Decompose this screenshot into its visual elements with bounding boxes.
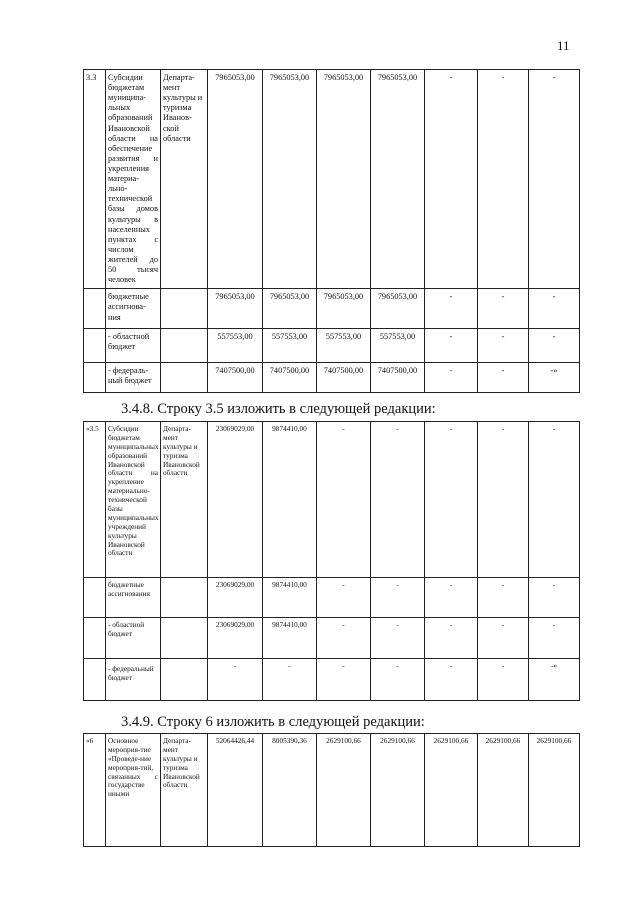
row-number: «3.5 xyxy=(84,422,106,578)
value-cell: - xyxy=(478,289,529,329)
value-cell: 23069029,00 xyxy=(208,578,263,618)
value-cell: - xyxy=(425,659,478,701)
section-heading-3-4-8: 3.4.8. Строку 3.5 изложить в следующей редакции: xyxy=(121,401,436,417)
value-cell: 2629100,66 xyxy=(478,734,529,847)
value-cell: - xyxy=(478,422,529,578)
value-cell: - xyxy=(478,659,529,701)
value-cell: - xyxy=(317,578,371,618)
value-cell: - xyxy=(425,329,478,363)
value-cell: - xyxy=(317,618,371,659)
value-cell: - xyxy=(317,422,371,578)
value-cell: 2629100,66 xyxy=(425,734,478,847)
row-number xyxy=(84,289,106,329)
program-table-row-6 xyxy=(83,733,580,847)
value-cell: - xyxy=(478,70,529,289)
value-cell: 7407500,00 xyxy=(317,363,371,393)
activity-name: бюджетные ассигнования xyxy=(106,578,161,618)
value-cell: - xyxy=(371,578,425,618)
activity-name: Субсидии бюджетам муниципальных образований Ивановской области на укрепление материально-технической базы муниципальных учреждений культуры Ивановской области xyxy=(106,422,161,578)
value-cell: - xyxy=(478,329,529,363)
value-cell: 557553,00 xyxy=(317,329,371,363)
value-cell: 7965053,00 xyxy=(371,289,425,329)
activity-name: Основное мероприя-тие «Проведе-ние мероприя-тий, связанных с государстве нными xyxy=(106,734,161,847)
value-cell: 7965053,00 xyxy=(317,70,371,289)
value-cell: - xyxy=(371,422,425,578)
table-row xyxy=(84,578,580,618)
value-cell: 9874410,00 xyxy=(263,578,317,618)
value-cell: - xyxy=(208,659,263,701)
value-cell: - xyxy=(478,618,529,659)
table-row xyxy=(84,289,580,329)
activity-name: Субсидии бюджетам муниципа-льных образований Ивановской области на обеспечение развития и укрепления материа-льно-технической базы домов культуры в населенных пунктах с числом жителей до 50 тысяч человек xyxy=(106,70,161,289)
value-cell: -» xyxy=(529,363,580,393)
value-cell: 7965053,00 xyxy=(208,70,263,289)
table-row xyxy=(84,363,580,393)
activity-name: бюджетные ассигнова-ния xyxy=(106,289,161,329)
value-cell: 557553,00 xyxy=(208,329,263,363)
value-cell: - xyxy=(478,578,529,618)
activity-name: - федераль-ный бюджет xyxy=(106,363,161,393)
value-cell: 7965053,00 xyxy=(263,70,317,289)
value-cell: - xyxy=(425,289,478,329)
value-cell: - xyxy=(425,70,478,289)
value-cell: - xyxy=(371,618,425,659)
row-number xyxy=(84,578,106,618)
row-number xyxy=(84,363,106,393)
section-heading-3-4-9: 3.4.9. Строку 6 изложить в следующей редакции: xyxy=(121,714,425,730)
table-row xyxy=(84,70,580,289)
value-cell: - xyxy=(371,659,425,701)
value-cell: - xyxy=(478,363,529,393)
value-cell: - xyxy=(529,422,580,578)
table-row xyxy=(84,329,580,363)
value-cell: 2629100,66 xyxy=(317,734,371,847)
value-cell: - xyxy=(263,659,317,701)
program-table-row-3-3 xyxy=(83,69,580,393)
value-cell: 23069029,00 xyxy=(208,618,263,659)
executor xyxy=(161,329,208,363)
value-cell: - xyxy=(529,329,580,363)
activity-name: - федеральный бюджет xyxy=(106,659,161,701)
row-number: 3.3 xyxy=(84,70,106,289)
value-cell: - xyxy=(425,363,478,393)
value-cell: - xyxy=(317,659,371,701)
value-cell: 7407500,00 xyxy=(371,363,425,393)
value-cell: 52064426,44 xyxy=(208,734,263,847)
row-number xyxy=(84,618,106,659)
activity-name: - областной бюджет xyxy=(106,618,161,659)
value-cell: 7965053,00 xyxy=(208,289,263,329)
table-row xyxy=(84,422,580,578)
executor xyxy=(161,659,208,701)
value-cell: 557553,00 xyxy=(263,329,317,363)
value-cell: -» xyxy=(529,659,580,701)
value-cell: 9874410,00 xyxy=(263,618,317,659)
value-cell: - xyxy=(529,70,580,289)
executor: Департа-мент культуры и туризма Ивановской области xyxy=(161,734,208,847)
executor: Департа-мент культуры и туризма Ивановской области xyxy=(161,422,208,578)
value-cell: 9874410,00 xyxy=(263,422,317,578)
row-number xyxy=(84,659,106,701)
executor: Департа-мент культуры и туризма Иванов-ской области xyxy=(161,70,208,289)
value-cell: 8005390,36 xyxy=(263,734,317,847)
value-cell: 2629100,66 xyxy=(529,734,580,847)
value-cell: - xyxy=(425,422,478,578)
value-cell: - xyxy=(529,578,580,618)
table-row xyxy=(84,659,580,701)
row-number: «6 xyxy=(84,734,106,847)
program-table-row-3-5 xyxy=(83,421,580,701)
value-cell: 7407500,00 xyxy=(208,363,263,393)
value-cell: 7407500,00 xyxy=(263,363,317,393)
executor xyxy=(161,363,208,393)
row-number xyxy=(84,329,106,363)
table-row xyxy=(84,618,580,659)
table-row xyxy=(84,734,580,847)
value-cell: - xyxy=(529,289,580,329)
value-cell: - xyxy=(425,578,478,618)
value-cell: 557553,00 xyxy=(371,329,425,363)
value-cell: 7965053,00 xyxy=(317,289,371,329)
value-cell: 2629100,66 xyxy=(371,734,425,847)
value-cell: - xyxy=(425,618,478,659)
value-cell: - xyxy=(529,618,580,659)
executor xyxy=(161,618,208,659)
activity-name: - областной бюджет xyxy=(106,329,161,363)
value-cell: 7965053,00 xyxy=(263,289,317,329)
value-cell: 23069029,00 xyxy=(208,422,263,578)
page-number: 11 xyxy=(557,38,570,53)
value-cell: 7965053,00 xyxy=(371,70,425,289)
executor xyxy=(161,289,208,329)
executor xyxy=(161,578,208,618)
